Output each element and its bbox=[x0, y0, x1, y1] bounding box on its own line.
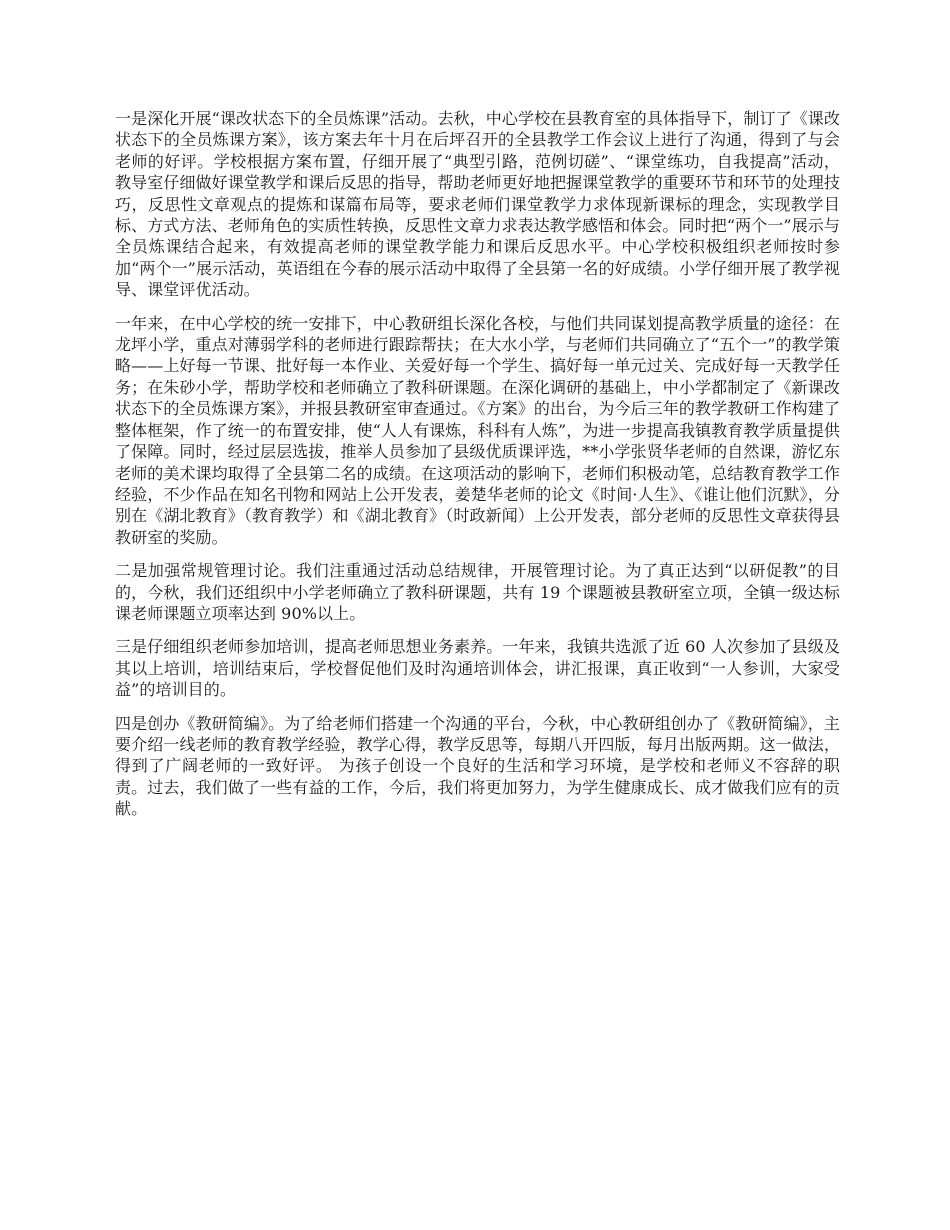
paragraph-routine-management: 二是加强常规管理讨论。我们注重通过活动总结规律，开展管理讨论。为了真正达到“以研促教”的目的，今秋，我们还组织中小学老师确立了教科研课题，共有 19 个课题被县教研室立项，全镇一级达标课老师课题立项率达到 90%以上。 bbox=[115, 561, 840, 623]
paragraph-year-review: 一年来，在中心学校的统一安排下，中心教研组长深化各校，与他们共同谋划提高教学质量的途径：在龙坪小学，重点对薄弱学科的老师进行跟踪帮扶；在大水小学，与老师们共同确立了“五个一”的教学策略——上好每一节课、批好每一本作业、关爱好每一个学生、搞好每一单元过关、完成好每一天教学任务；在朱砂小学，帮助学校和老师确立了教科研课题。在深化调研的基础上，中小学都制定了《新课改状态下的全员炼课方案》，并报县教研室审查通过。《方案》的出台，为今后三年的教学教研工作构建了整体框架，作了统一的布置安排，使“人人有课炼，科科有人炼”，为进一步提高我镇教育教学质量提供了保障。同时，经过层层选拔，推举人员参加了县级优质课评选，**小学张贤华老师的自然课，游忆东老师的美术课均取得了全县第二名的成绩。在这项活动的影响下，老师们积极动笔，总结教育教学工作经验，不少作品在知名刊物和网站上公开发表，姜楚华老师的论文《时间·人生》、《谁让他们沉默》，分别在《湖北教育》（教育教学）和《湖北教育》（时政新闻）上公开发表，部分老师的反思性文章获得县教研室的奖励。 bbox=[115, 313, 840, 547]
paragraph-teacher-training: 三是仔细组织老师参加培训，提高老师思想业务素养。一年来，我镇共选派了近 60 人次参加了县级及其以上培训，培训结束后，学校督促他们及时沟通培训体会，讲汇报课，真正收到“一人参训，大家受益”的培训目的。 bbox=[115, 637, 840, 700]
paragraph-deepen-lesson-practice: 一是深化开展“课改状态下的全员炼课”活动。去秋，中心学校在县教育室的具体指导下，制订了《课改状态下的全员炼课方案》，该方案去年十月在后坪召开的全县教学工作会议上进行了沟通，得到了与会老师的好评。学校根据方案布置，仔细开展了“典型引路，范例切磋”、“课堂练功，自我提高”活动，教导室仔细做好课堂教学和课后反思的指导，帮助老师更好地把握课堂教学的重要环节和环节的处理技巧，反思性文章观点的提炼和谋篇布局等，要求老师们课堂教学力求体现新课标的理念，实现教学目标、方式方法、老师角色的实质性转换，反思性文章力求表达教学感悟和体会。同时把“两个一”展示与全员炼课结合起来，有效提高老师的课堂教学能力和课后反思水平。中心学校积极组织老师按时参加“两个一”展示活动，英语组在今春的展示活动中取得了全县第一名的好成绩。小学仔细开展了教学视导、课堂评优活动。 bbox=[115, 109, 840, 300]
document-body bbox=[115, 108, 840, 832]
paragraph-research-bulletin: 四是创办《教研简编》。为了给老师们搭建一个沟通的平台，今秋，中心教研组创办了《教研简编》，主要介绍一线老师的教育教学经验，教学心得，教学反思等，每期八开四版，每月出版两期。这一做法，得到了广阔老师的一致好评。 为孩子创设一个良好的生活和学习环境，是学校和老师义不容辞的职责。过去，我们做了一些有益的工作，今后，我们将更加努力，为学生健康成长、成才做我们应有的贡献。 bbox=[115, 713, 840, 819]
